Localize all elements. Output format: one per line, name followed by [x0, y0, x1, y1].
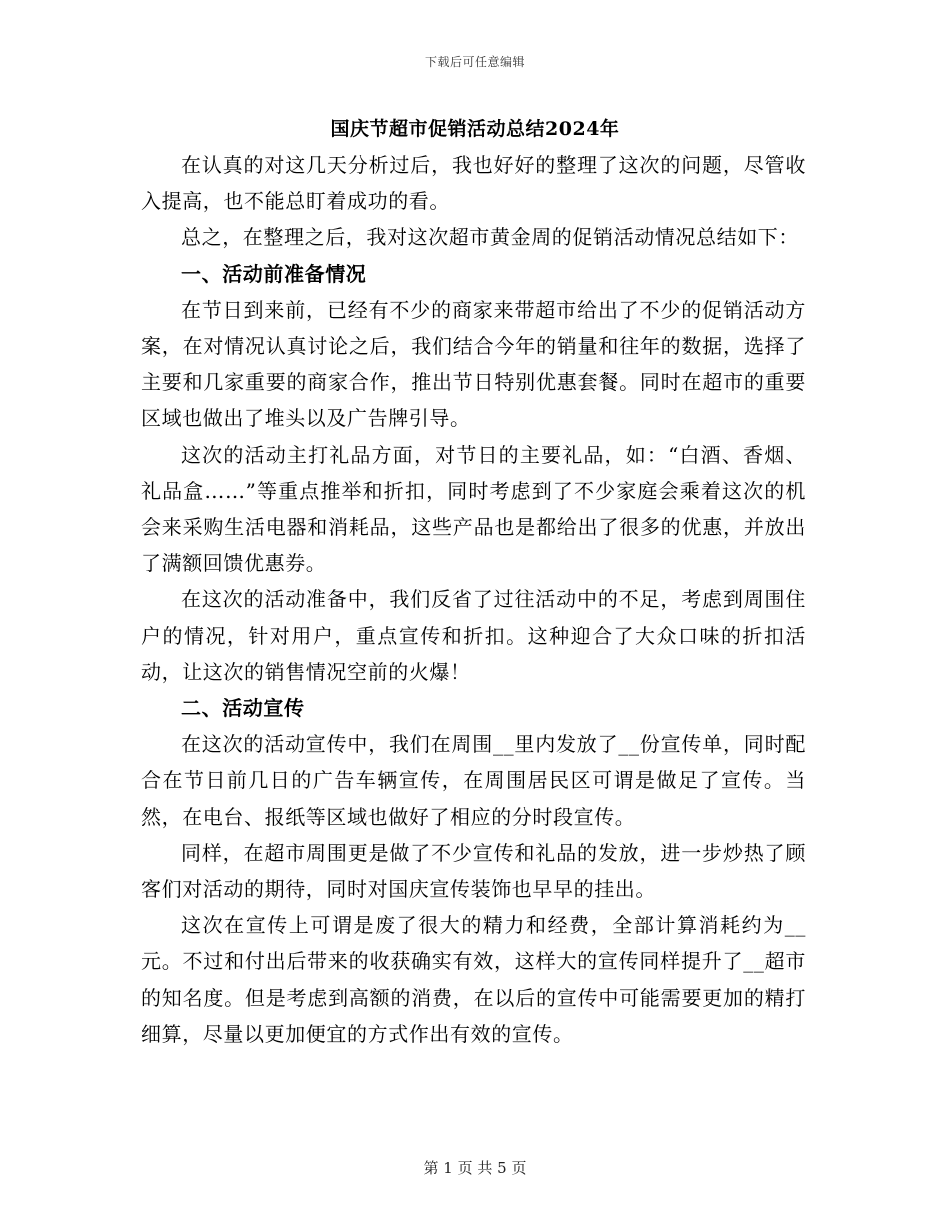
section-paragraph: 在这次的活动宣传中，我们在周围__里内发放了__份宣传单，同时配合在节日前几日的广告车辆宣传，在周围居民区可谓是做足了宣传。当然，在电台、报纸等区域也做好了相应的分时段宣传。: [141, 732, 806, 829]
section-paragraph: 这次的活动主打礼品方面，对节日的主要礼品，如：“白酒、香烟、礼品盒……”等重点推举和折扣，同时考虑到了不少家庭会乘着这次的机会来采购生活电器和消耗品，这些产品也是都给出了很多的优惠，并放出了满额回馈优惠券。: [141, 442, 806, 576]
section-heading-promotion: 二、活动宣传: [181, 696, 305, 721]
page-number: 第 1 页 共 5 页: [423, 1159, 527, 1177]
section-paragraph: 同样，在超市周围更是做了不少宣传和礼品的发放，进一步炒热了顾客们对活动的期待，同时对国庆宣传装饰也早早的挂出。: [141, 840, 806, 902]
summary-paragraph: 总之，在整理之后，我对这次超市黄金周的促销活动情况总结如下：: [181, 225, 799, 250]
section-paragraph: 在这次的活动准备中，我们反省了过往活动中的不足，考虑到周围住户的情况，针对用户，重点宣传和折扣。这种迎合了大众口味的折扣活动，让这次的销售情况空前的火爆！: [141, 587, 806, 684]
section-paragraph: 在节日到来前，已经有不少的商家来带超市给出了不少的促销活动方案，在对情况认真讨论之后，我们结合今年的销量和往年的数据，选择了主要和几家重要的商家合作，推出节日特别优惠套餐。同时在超市的重要区域也做出了堆头以及广告牌引导。: [141, 297, 806, 431]
header-note: 下载后可任意编辑: [424, 55, 525, 69]
section-heading-preparation: 一、活动前准备情况: [181, 261, 367, 286]
intro-paragraph: 在认真的对这几天分析过后，我也好好的整理了这次的问题，尽管收入提高，也不能总盯着成功的看。: [141, 153, 806, 214]
section-paragraph: 这次在宣传上可谓是废了很大的精力和经费，全部计算消耗约为__元。不过和付出后带来的收获确实有效，这样大的宣传同样提升了__超市的知名度。但是考虑到高额的消费，在以后的宣传中可能需要更加的精打细算，尽量以更加便宜的方式作出有效的宣传。: [141, 913, 806, 1046]
document-body: [141, 147, 806, 1052]
document-title: 国庆节超市促销活动总结2024年: [330, 118, 620, 140]
